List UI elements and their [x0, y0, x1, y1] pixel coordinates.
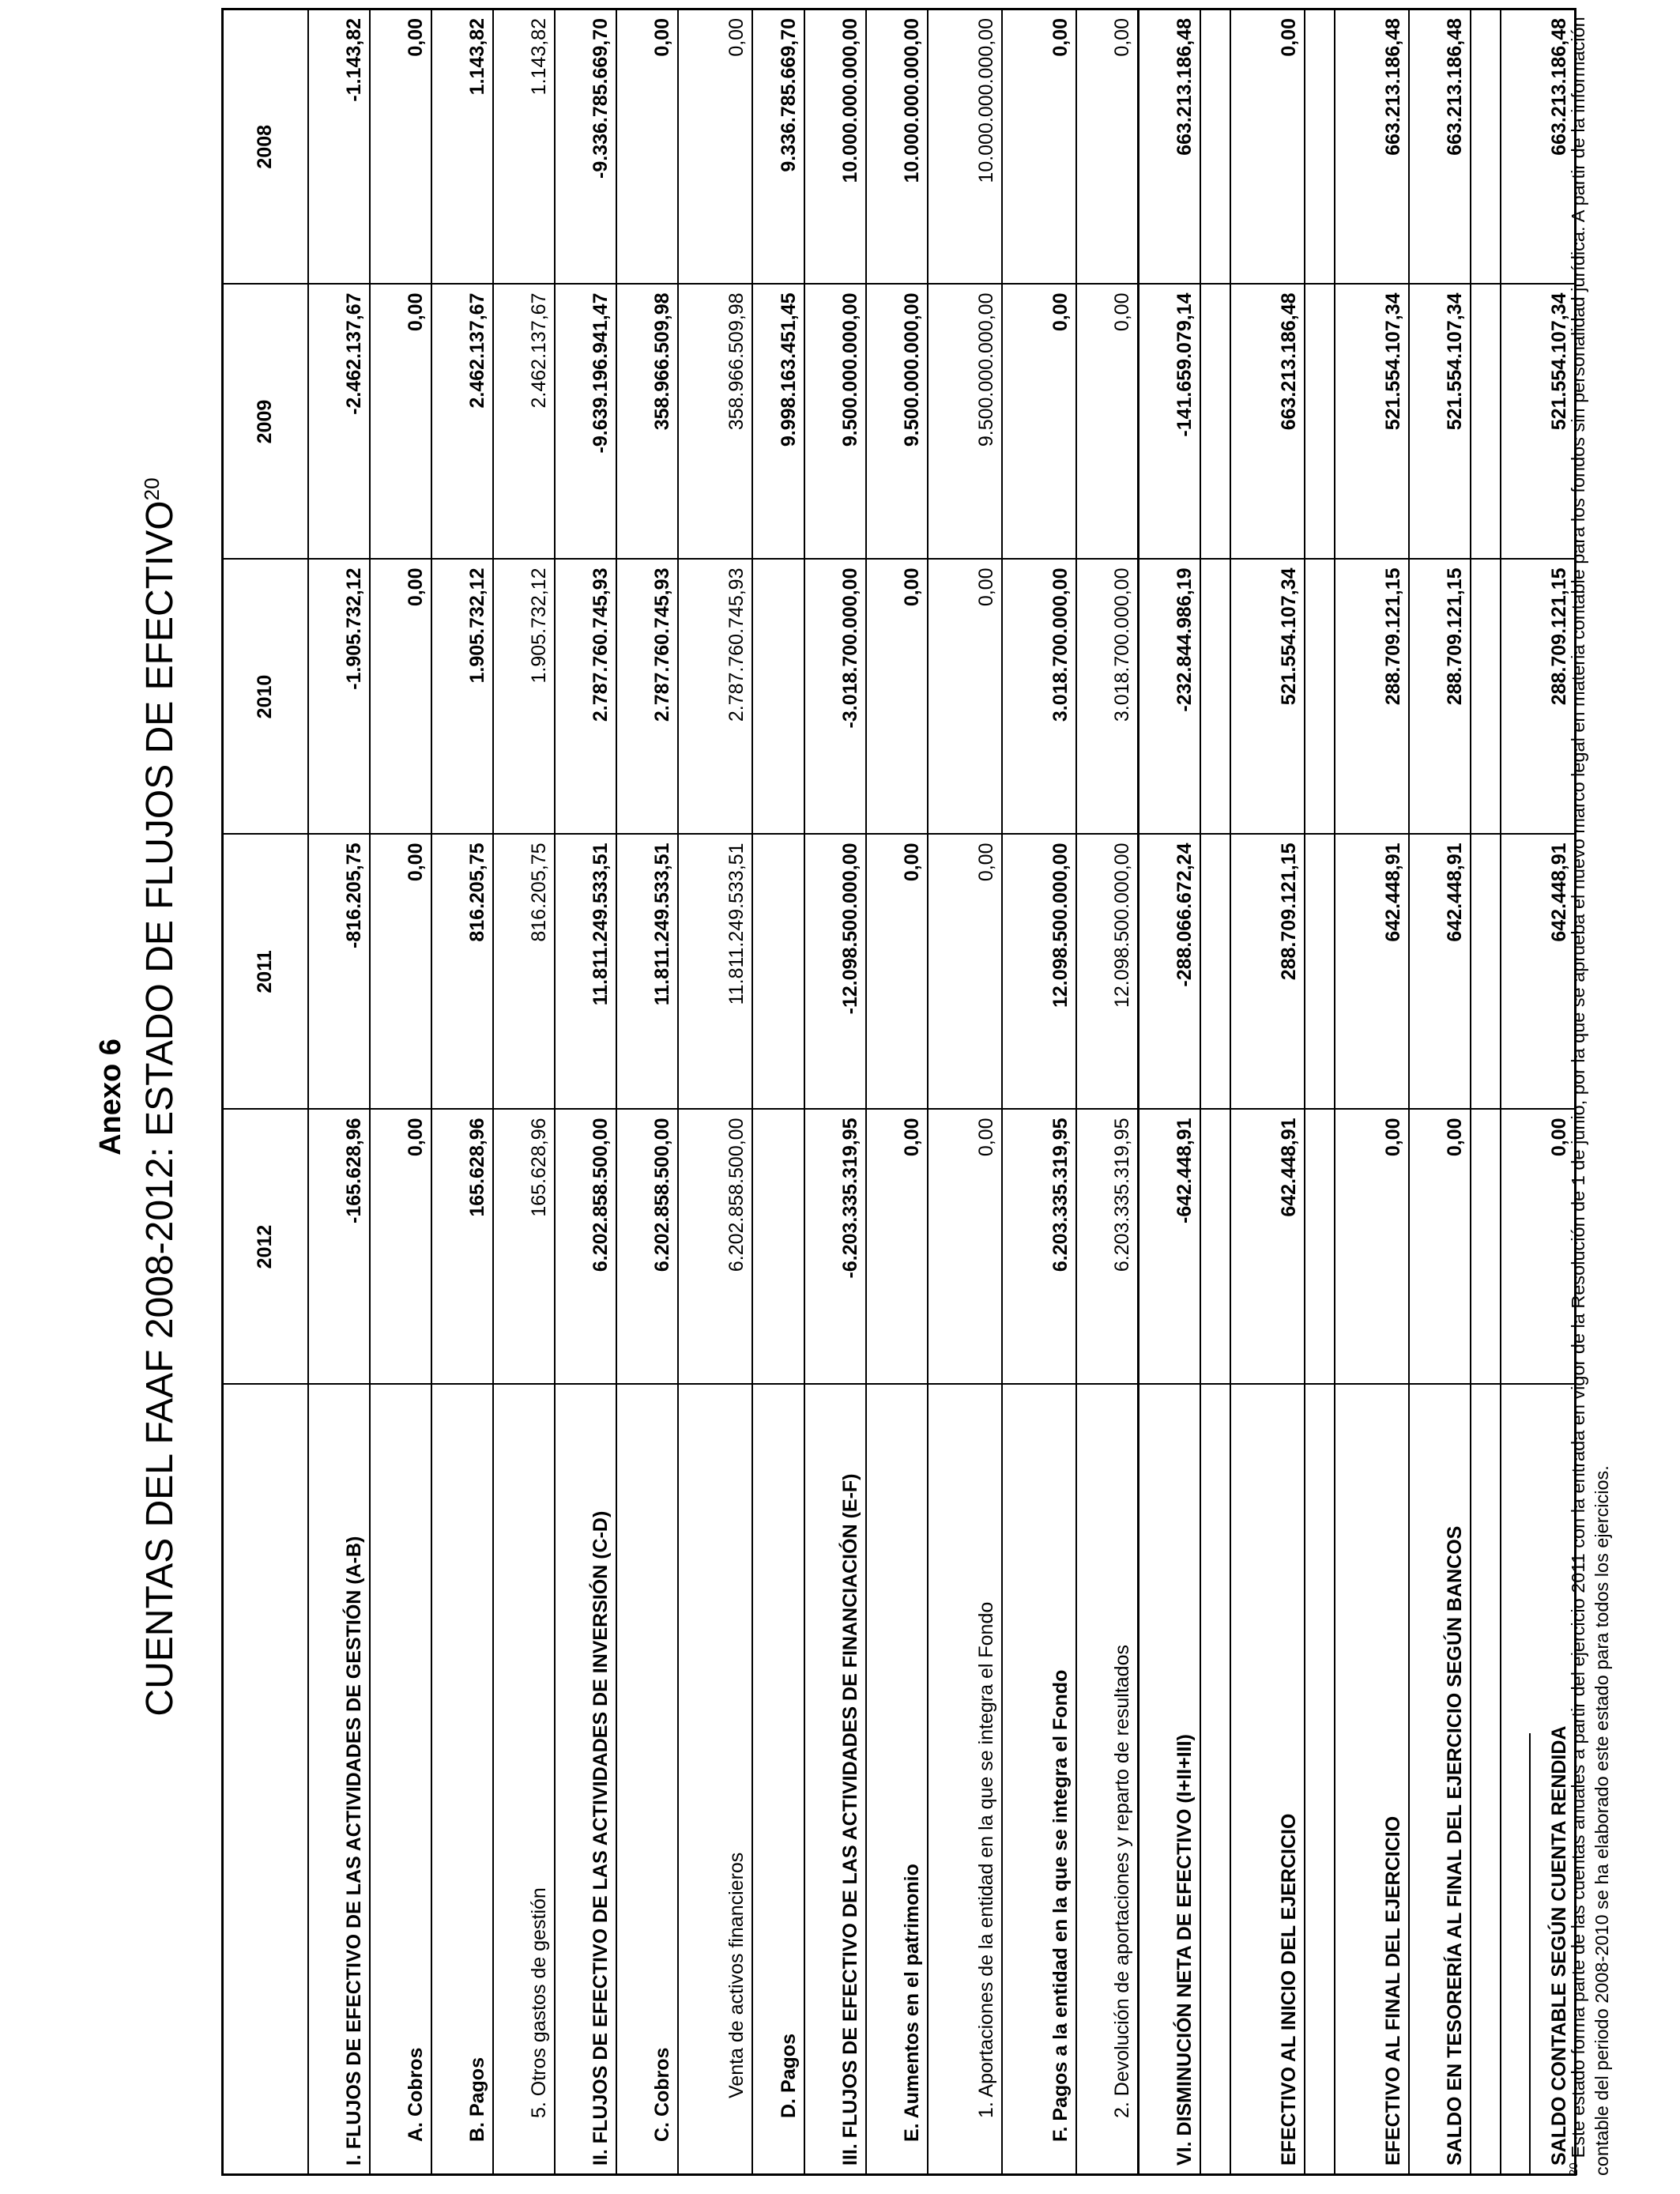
cell-value: 0,00 [928, 560, 1002, 835]
cell-value: 6.203.335.319,95 [1002, 1110, 1076, 1385]
cell-value: 0,00 [370, 560, 431, 835]
cell-value: 521.554.107,34 [1230, 560, 1305, 835]
cell-value: 0,00 [1076, 9, 1139, 285]
table-row [866, 9, 928, 2175]
cell-value: 9.998.163.451,45 [752, 285, 804, 560]
cell-value: 0,00 [370, 1110, 431, 1385]
spacer-row [1305, 9, 1335, 2175]
cell-value: 2.787.760.745,93 [555, 560, 616, 835]
row-label: SALDO EN TESORERÍA AL FINAL DEL EJERCICIO SEGÚN BANCOS [1409, 1385, 1471, 2175]
cell-value: 521.554.107,34 [1335, 285, 1409, 560]
cell-value: -1.905.732,12 [308, 560, 370, 835]
cell-value: 0,00 [1002, 285, 1076, 560]
header-year-2008: 2008 [223, 9, 309, 285]
row-label: 2. Devolución de aportaciones y reparto de resultados [1076, 1385, 1139, 2175]
row-label: SALDO CONTABLE SEGÚN CUENTA RENDIDA [1501, 1385, 1576, 2175]
cell-value: -9.639.196.941,47 [555, 285, 616, 560]
cell-value: 0,00 [1230, 9, 1305, 285]
table-row [493, 9, 555, 2175]
footnote-marker: 20 [1566, 2162, 1580, 2176]
cell-value: 9.500.000.000,00 [928, 285, 1002, 560]
cell-value: -288.066.672,24 [1139, 835, 1201, 1110]
row-label: F. Pagos a la entidad en la que se integra el Fondo [1002, 1385, 1076, 2175]
cell-value: 3.018.700.000,00 [1076, 560, 1139, 835]
cell-value [752, 835, 804, 1110]
row-label: I. FLUJOS DE EFECTIVO DE LAS ACTIVIDADES DE GESTIÓN (A-B) [308, 1385, 370, 2175]
cell-value: 11.811.249.533,51 [616, 835, 678, 1110]
cell-value: -1.143,82 [308, 9, 370, 285]
cell-value: -232.844.986,19 [1139, 560, 1201, 835]
cell-value: -642.448,91 [1139, 1110, 1201, 1385]
row-label: 5. Otros gastos de gestión [493, 1385, 555, 2175]
cell-value: 165.628,96 [493, 1110, 555, 1385]
cell-value: 642.448,91 [1335, 835, 1409, 1110]
cell-value: 663.213.186,48 [1230, 285, 1305, 560]
cell-value: -141.659.079,14 [1139, 285, 1201, 560]
cell-value: 0,00 [1002, 9, 1076, 285]
table-row [431, 9, 493, 2175]
cell-value: 2.462.137,67 [493, 285, 555, 560]
cell-value: 11.811.249.533,51 [555, 835, 616, 1110]
cell-value: 0,00 [678, 9, 752, 285]
row-label: A. Cobros [370, 1385, 431, 2175]
row-label: B. Pagos [431, 1385, 493, 2175]
header-year-2012: 2012 [223, 1110, 309, 1385]
cell-value: 165.628,96 [431, 1110, 493, 1385]
footnote [1566, 10, 1614, 2176]
spacer-row [1471, 9, 1501, 2175]
cell-value: 0,00 [928, 1110, 1002, 1385]
cell-value: 2.462.137,67 [431, 285, 493, 560]
cell-value: 642.448,91 [1230, 1110, 1305, 1385]
anexo-title: Anexo 6 [94, 1039, 127, 1155]
header-year-2011: 2011 [223, 835, 309, 1110]
table-row [616, 9, 678, 2175]
row-label: C. Cobros [616, 1385, 678, 2175]
cell-value: 521.554.107,34 [1409, 285, 1471, 560]
cell-value: 642.448,91 [1501, 835, 1576, 1110]
table-row [1002, 9, 1076, 2175]
document-title-text: CUENTAS DEL FAAF 2008-2012: ESTADO DE FLUJOS DE EFECTIVO [139, 500, 181, 1717]
cell-value: 2.787.760.745,93 [616, 560, 678, 835]
cell-value: 0,00 [928, 835, 1002, 1110]
cell-value: 663.213.186,48 [1501, 9, 1576, 285]
cell-value: 6.202.858.500,00 [616, 1110, 678, 1385]
row-label: 1. Aportaciones de la entidad en la que se integra el Fondo [928, 1385, 1002, 2175]
footnote-separator [1529, 1733, 1531, 2176]
table-row [804, 9, 866, 2175]
cell-value: 0,00 [370, 835, 431, 1110]
document-title [138, 0, 183, 2194]
row-label: EFECTIVO AL FINAL DEL EJERCICIO [1335, 1385, 1409, 2175]
cell-value: 0,00 [1076, 285, 1139, 560]
cell-value: 288.709.121,15 [1230, 835, 1305, 1110]
cell-value: 0,00 [616, 9, 678, 285]
cell-value: -2.462.137,67 [308, 285, 370, 560]
cell-value: 12.098.500.000,00 [1076, 835, 1139, 1110]
row-label: E. Aumentos en el patrimonio [866, 1385, 928, 2175]
spacer-row [1200, 9, 1230, 2175]
title-footnote-marker: 20 [140, 477, 164, 501]
table-row [752, 9, 804, 2175]
row-label: EFECTIVO AL INICIO DEL EJERCICIO [1230, 1385, 1305, 2175]
cell-value: 521.554.107,34 [1501, 285, 1576, 560]
cell-value: 10.000.000.000,00 [804, 9, 866, 285]
table-row [1501, 9, 1576, 2175]
cell-value: 9.500.000.000,00 [866, 285, 928, 560]
table-header-row [223, 9, 309, 2175]
cell-value: -165.628,96 [308, 1110, 370, 1385]
table-row [1139, 9, 1201, 2175]
cell-value: 0,00 [370, 9, 431, 285]
cell-value: 663.213.186,48 [1335, 9, 1409, 285]
cell-value: 6.202.858.500,00 [678, 1110, 752, 1385]
cell-value: 3.018.700.000,00 [1002, 560, 1076, 835]
cell-value: 642.448,91 [1409, 835, 1471, 1110]
cell-value: 6.202.858.500,00 [555, 1110, 616, 1385]
cell-value: 6.203.335.319,95 [1076, 1110, 1139, 1385]
cash-flow-table [221, 8, 1576, 2176]
cell-value: -3.018.700.000,00 [804, 560, 866, 835]
cell-value: 663.213.186,48 [1409, 9, 1471, 285]
table-row [1230, 9, 1305, 2175]
cell-value: 12.098.500.000,00 [1002, 835, 1076, 1110]
cell-value: -6.203.335.319,95 [804, 1110, 866, 1385]
table-row [308, 9, 370, 2175]
cell-value [752, 560, 804, 835]
cell-value: 358.966.509,98 [678, 285, 752, 560]
cell-value: 358.966.509,98 [616, 285, 678, 560]
cell-value: 9.336.785.669,70 [752, 9, 804, 285]
cell-value: 10.000.000.000,00 [928, 9, 1002, 285]
row-label: VI. DISMINUCIÓN NETA DE EFECTIVO (I+II+III) [1139, 1385, 1201, 2175]
cell-value: 0,00 [370, 285, 431, 560]
footnote-text: Este estado forma parte de las cuentas anuales a partir del ejercicio 2011 con la entrada en vigor de la Resolución de 1 de junio, por la que se aprueba el nuevo marco legal en materia contable para los fondos sin personalidad jurídica. A partir de la información contable del periodo 2008-2010 se ha elaborado este estado para todos los ejercicios. [1567, 17, 1612, 2176]
cell-value: 9.500.000.000,00 [804, 285, 866, 560]
cell-value: 288.709.121,15 [1409, 560, 1471, 835]
row-label: III. FLUJOS DE EFECTIVO DE LAS ACTIVIDADES DE FINANCIACIÓN (E-F) [804, 1385, 866, 2175]
cell-value: -9.336.785.669,70 [555, 9, 616, 285]
table-row [1335, 9, 1409, 2175]
cell-value: 1.905.732,12 [431, 560, 493, 835]
row-label: D. Pagos [752, 1385, 804, 2175]
cell-value: 663.213.186,48 [1139, 9, 1201, 285]
cell-value: 0,00 [1335, 1110, 1409, 1385]
cell-value: -12.098.500.000,00 [804, 835, 866, 1110]
cell-value: 816.205,75 [493, 835, 555, 1110]
row-label: II. FLUJOS DE EFECTIVO DE LAS ACTIVIDADES DE INVERSIÓN (C-D) [555, 1385, 616, 2175]
cell-value: 11.811.249.533,51 [678, 835, 752, 1110]
cell-value: 0,00 [1501, 1110, 1576, 1385]
cell-value: -816.205,75 [308, 835, 370, 1110]
header-year-2010: 2010 [223, 560, 309, 835]
table-row [1076, 9, 1139, 2175]
cell-value: 0,00 [866, 835, 928, 1110]
cell-value: 2.787.760.745,93 [678, 560, 752, 835]
cell-value: 1.143,82 [431, 9, 493, 285]
cell-value: 0,00 [866, 560, 928, 835]
cell-value: 816.205,75 [431, 835, 493, 1110]
row-label: Venta de activos financieros [678, 1385, 752, 2175]
cell-value: 10.000.000.000,00 [866, 9, 928, 285]
cell-value: 288.709.121,15 [1501, 560, 1576, 835]
table-row [1409, 9, 1471, 2175]
cell-value [752, 1110, 804, 1385]
cell-value: 288.709.121,15 [1335, 560, 1409, 835]
cell-value: 0,00 [866, 1110, 928, 1385]
table-row [555, 9, 616, 2175]
table-row [678, 9, 752, 2175]
table-row [370, 9, 431, 2175]
header-label-cell [223, 1385, 309, 2175]
cell-value: 1.905.732,12 [493, 560, 555, 835]
cell-value: 1.143,82 [493, 9, 555, 285]
header-year-2009: 2009 [223, 285, 309, 560]
cell-value: 0,00 [1409, 1110, 1471, 1385]
table-row [928, 9, 1002, 2175]
